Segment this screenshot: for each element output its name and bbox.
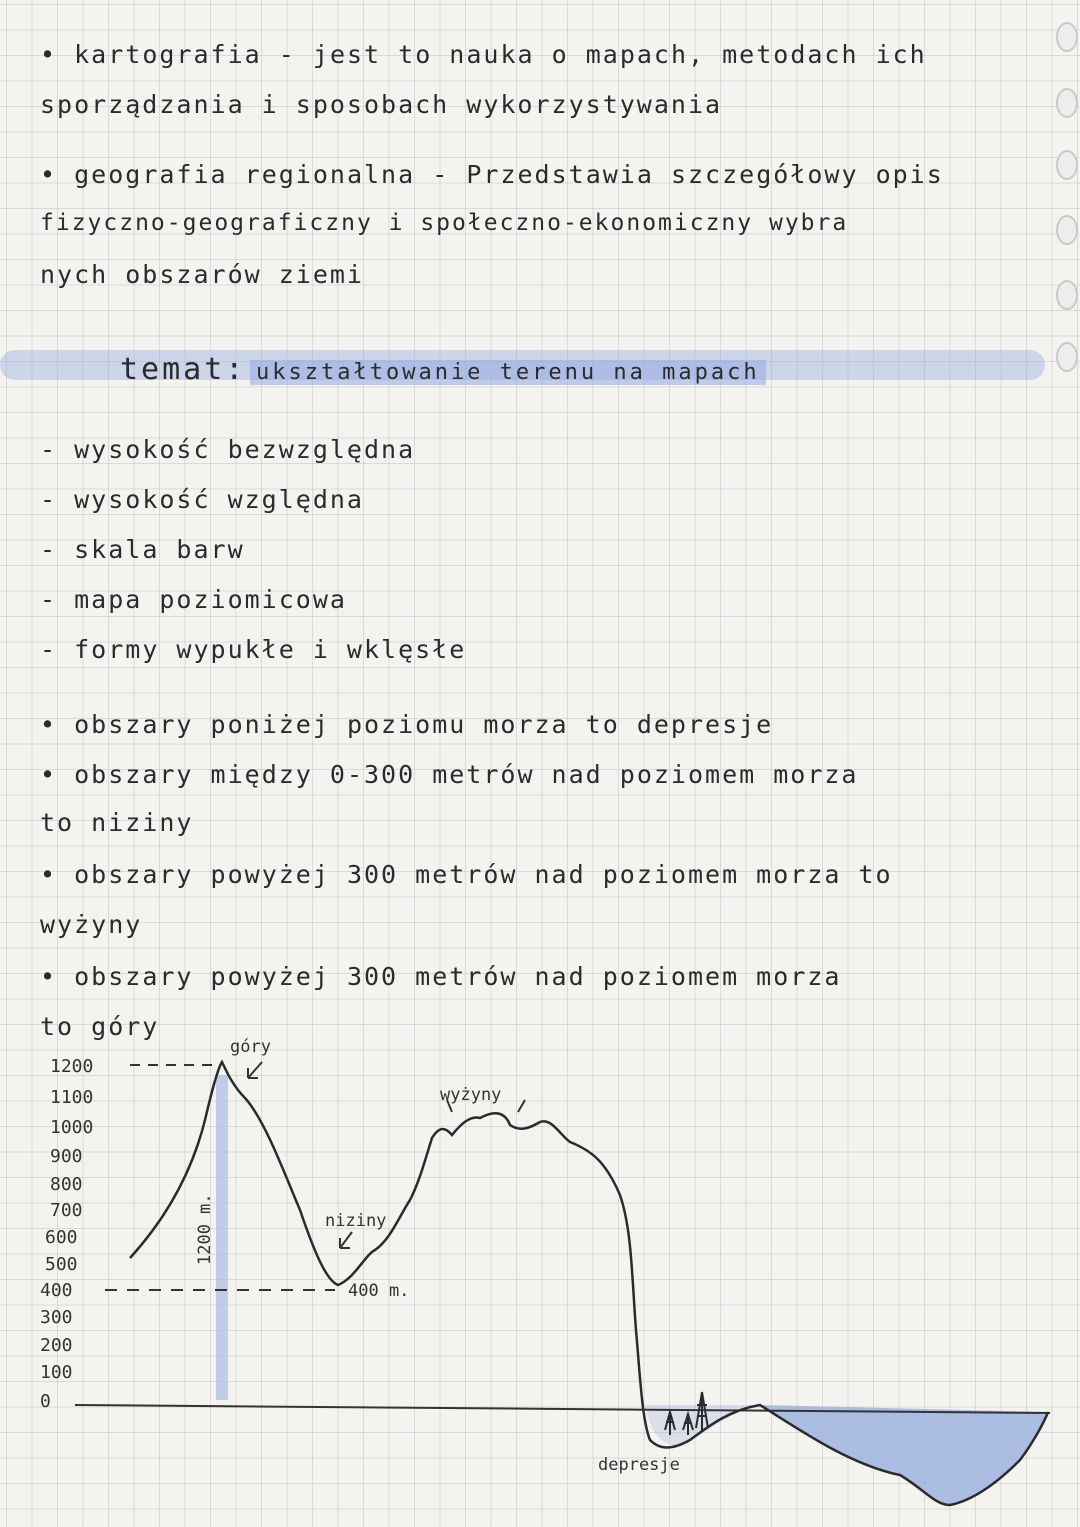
y-tick-label: 400 (40, 1280, 73, 1301)
fact-text: obszary między 0-300 metrów nad poziomem morza (74, 760, 859, 789)
bullet: • (40, 962, 58, 991)
y-tick-label: 200 (40, 1335, 73, 1356)
fact-text: wyżyny (40, 910, 143, 939)
y-tick-label: 600 (45, 1227, 78, 1248)
fact-text: obszary poniżej poziomu morza to depresje (74, 710, 774, 739)
y-tick-label: 0 (40, 1391, 51, 1412)
definition-line: fizyczno-geograficzny i społeczno-ekonomiczny wybra (40, 210, 849, 236)
arrow-lowlands-icon (340, 1232, 352, 1248)
list-item-text: skala barw (74, 535, 245, 564)
list-item-text: wysokość bezwzględna (74, 435, 416, 464)
dash: - (40, 585, 75, 614)
definition-line: jest to nauka o mapach, metodach ich (312, 40, 927, 69)
y-tick-label: 100 (40, 1362, 73, 1383)
dash: - (40, 435, 75, 464)
arrow-uplands-right-icon (518, 1100, 525, 1112)
label-uplands: wyżyny (440, 1085, 502, 1105)
label-valley-height: 400 m. (348, 1281, 410, 1301)
definition-dash: - (278, 40, 296, 69)
definition-line: sporządzania i sposobach wykorzystywania (40, 90, 723, 119)
y-tick-label: 900 (50, 1146, 83, 1167)
definition-dash: - (432, 160, 450, 189)
y-tick-label: 1200 (50, 1056, 94, 1077)
bullet: • (40, 710, 58, 739)
definition-term: geografia regionalna (74, 160, 416, 189)
topic-label: temat: (120, 352, 247, 387)
y-tick-label: 1100 (50, 1087, 94, 1108)
list-item-text: mapa poziomicowa (74, 585, 347, 614)
bullet: • (40, 40, 58, 69)
y-tick-label: 1000 (50, 1117, 94, 1138)
fact-text: obszary powyżej 300 metrów nad poziomem morza (74, 962, 842, 991)
label-depressions: depresje (598, 1455, 680, 1475)
fact-text: to niziny (40, 808, 194, 837)
bullet: • (40, 860, 58, 889)
bullet: • (40, 160, 58, 189)
definition-term: kartografia (74, 40, 262, 69)
fact-text: to góry (40, 1012, 160, 1041)
peak-height-highlight (216, 1075, 228, 1400)
sea-water (760, 1405, 1048, 1505)
dash: - (40, 535, 75, 564)
label-mountains: góry (230, 1037, 271, 1057)
topic-title: ukształtowanie terenu na mapach (250, 360, 766, 385)
fact-text: obszary powyżej 300 metrów nad poziomem morza to (74, 860, 893, 889)
list-item-text: formy wypukłe i wklęsłe (74, 635, 467, 664)
dash: - (40, 635, 75, 664)
dash: - (40, 485, 75, 514)
list-item-text: wysokość względna (74, 485, 364, 514)
definition-line: nych obszarów ziemi (40, 260, 364, 289)
label-peak-height: 1200 m. (195, 1193, 215, 1265)
y-tick-label: 800 (50, 1174, 83, 1195)
arrow-mountains-icon (248, 1062, 262, 1078)
label-lowlands: niziny (325, 1211, 387, 1231)
definition-line: Przedstawia szczegółowy opis (466, 160, 944, 189)
y-tick-label: 500 (45, 1254, 78, 1275)
bullet: • (40, 760, 58, 789)
y-tick-label: 700 (50, 1200, 83, 1221)
y-tick-label: 300 (40, 1307, 73, 1328)
